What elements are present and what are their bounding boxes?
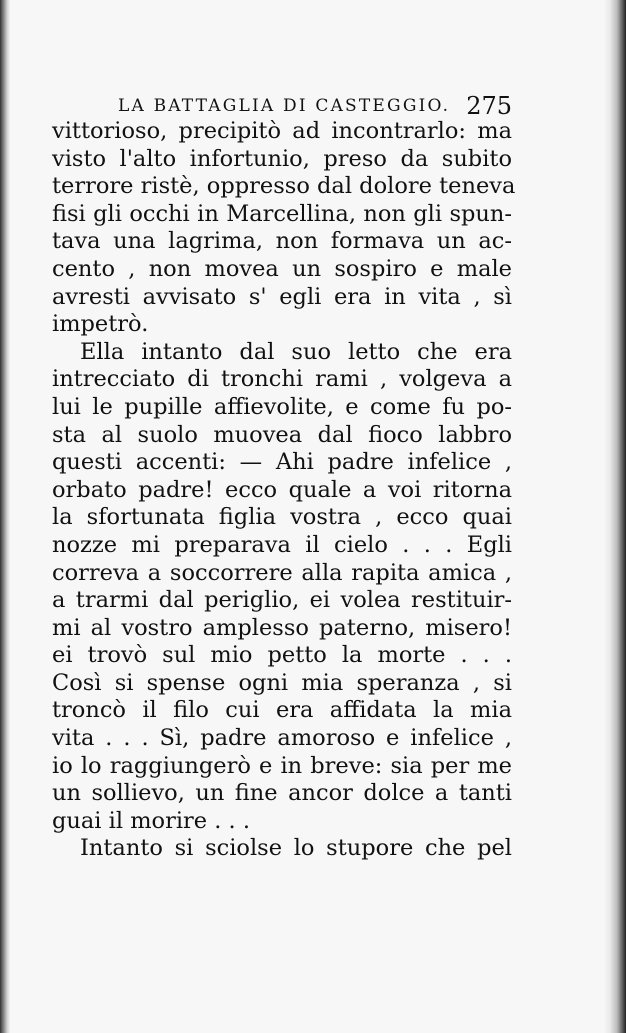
text-line: orbato padre! ecco quale a voi ritorna xyxy=(52,476,512,503)
body-text xyxy=(52,118,516,863)
running-title: LA BATTAGLIA DI CASTEGGIO. xyxy=(118,96,451,116)
text-line: guai il morire . . . xyxy=(52,807,251,834)
text-line: mi al vostro amplesso paterno, misero! xyxy=(52,614,512,641)
text-line: impetrò. xyxy=(52,311,149,338)
text-line: a trarmi dal periglio, ei volea restituir- xyxy=(52,587,512,614)
text-line: nozze mi preparava il cielo . . . Egli xyxy=(52,531,512,558)
text-line: avresti avvisato s' egli era in vita , sì xyxy=(52,283,512,310)
text-line: vittorioso, precipitò ad incontrarlo: ma xyxy=(52,118,512,144)
text-line: visto l'alto infortunio, preso da subito xyxy=(52,145,512,172)
page-right-edge-shadow xyxy=(604,0,626,1033)
text-line: lui le pupille affievolite, e come fu po- xyxy=(52,393,512,420)
text-line: un sollievo, un fine ancor dolce a tanti xyxy=(52,780,512,807)
text-line: cento , non movea un sospiro e male xyxy=(52,255,512,282)
text-line: tava una lagrima, non formava un ac- xyxy=(52,228,512,255)
text-line: intrecciato di tronchi rami , volgeva a xyxy=(52,366,512,393)
text-line: la sfortunata figlia vostra , ecco quai xyxy=(52,504,512,531)
text-line: vita . . . Sì, padre amoroso e infelice , xyxy=(52,725,512,752)
page-left-edge-shadow xyxy=(0,0,10,1033)
text-line: questi accenti: — Ahi padre infelice , xyxy=(52,449,512,476)
text-line: sta al suolo muovea dal fioco labbro xyxy=(52,421,512,448)
text-line: ei trovò sul mio petto la morte . . . xyxy=(52,642,512,669)
text-line: io lo raggiungerò e in breve: sia per me xyxy=(52,752,512,779)
text-line: terrore ristè, oppresso dal dolore teneva xyxy=(52,173,516,200)
text-line: Così si spense ogni mia speranza , si xyxy=(52,669,512,696)
text-line: correva a soccorrere alla rapita amica , xyxy=(52,559,512,586)
text-line: fisi gli occhi in Marcellina, non gli spun- xyxy=(52,200,512,227)
text-line: Intanto si sciolse lo stupore che pel xyxy=(80,835,512,862)
page-number: 275 xyxy=(466,92,512,120)
text-line: troncò il filo cui era affidata la mia xyxy=(52,697,512,724)
text-line: Ella intanto dal suo letto che era xyxy=(80,338,512,365)
